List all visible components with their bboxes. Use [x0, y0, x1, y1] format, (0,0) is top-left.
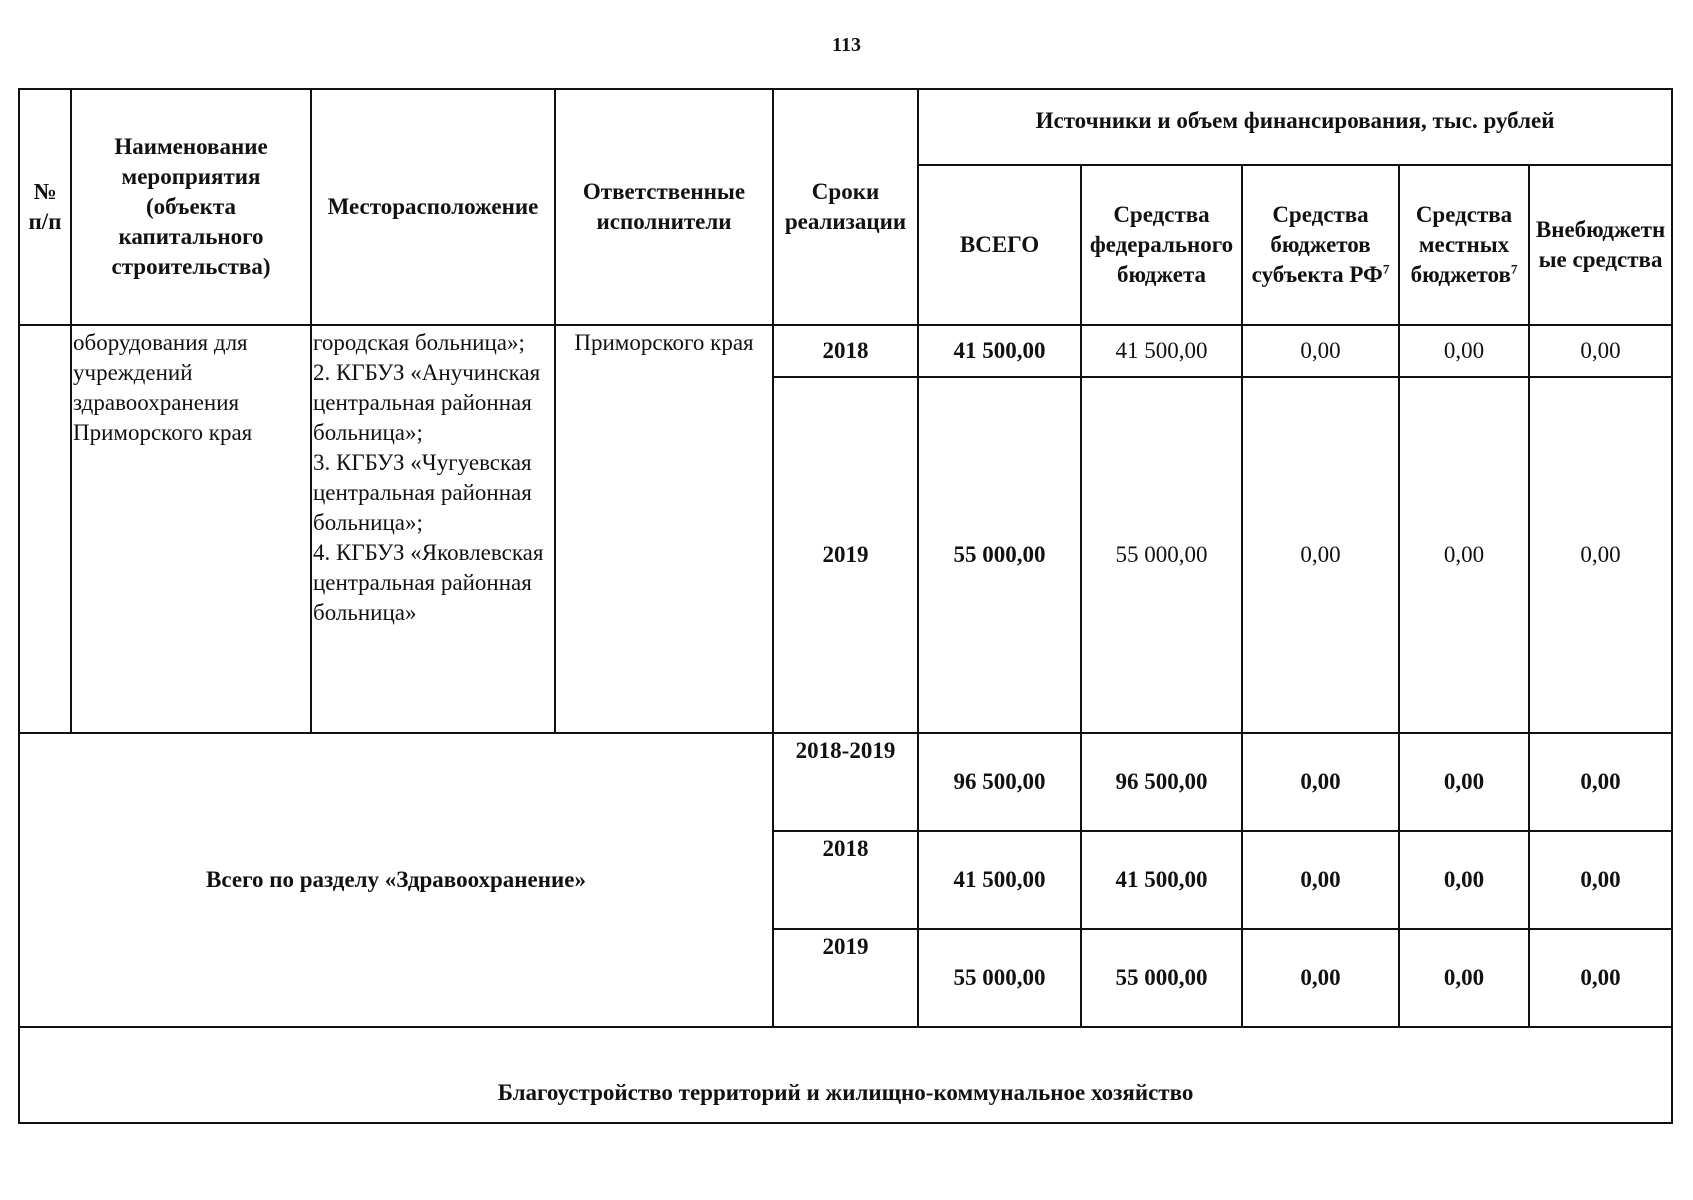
total-extra: 0,00 — [1529, 831, 1672, 929]
location-line: 4. КГБУЗ «Яковлевская центральная районная больница» — [313, 540, 544, 625]
total-sum: 41 500,00 — [918, 831, 1081, 929]
total-federal: 41 500,00 — [1081, 831, 1242, 929]
total-year: 2018-2019 — [773, 733, 918, 831]
row-total: 41 500,00 — [918, 325, 1081, 377]
total-local: 0,00 — [1399, 831, 1529, 929]
row-year: 2019 — [773, 377, 918, 733]
header-sources: Источники и объем финансирования, тыс. рублей — [918, 89, 1672, 165]
total-local: 0,00 — [1399, 929, 1529, 1027]
total-subject: 0,00 — [1242, 929, 1399, 1027]
total-extra: 0,00 — [1529, 929, 1672, 1027]
header-total: ВСЕГО — [918, 165, 1081, 325]
next-section-heading: Благоустройство территорий и жилищно-коммунальное хозяйство — [19, 1027, 1672, 1123]
total-sum: 55 000,00 — [918, 929, 1081, 1027]
row-local: 0,00 — [1399, 377, 1529, 733]
row-federal: 41 500,00 — [1081, 325, 1242, 377]
row-total: 55 000,00 — [918, 377, 1081, 733]
row-federal: 55 000,00 — [1081, 377, 1242, 733]
header-name: Наименование мероприятия (объекта капитального строительства) — [71, 89, 311, 325]
header-location: Месторасположение — [311, 89, 555, 325]
location-line: 2. КГБУЗ «Анучинская центральная районная больница»; — [313, 360, 541, 445]
header-executors: Ответственные исполнители — [555, 89, 773, 325]
location-line: городская больница»; — [313, 330, 525, 355]
header-federal: Средства федерального бюджета — [1081, 165, 1242, 325]
row-extra: 0,00 — [1529, 377, 1672, 733]
total-federal: 96 500,00 — [1081, 733, 1242, 831]
total-row — [19, 733, 1672, 831]
header-local-label: Средства местных бюджетов — [1410, 202, 1513, 287]
row-year: 2018 — [773, 325, 918, 377]
financing-table — [18, 88, 1673, 1124]
total-extra: 0,00 — [1529, 733, 1672, 831]
total-local: 0,00 — [1399, 733, 1529, 831]
section-heading-row — [19, 1027, 1672, 1123]
header-local-note: 7 — [1510, 261, 1518, 277]
item-num — [19, 325, 71, 733]
row-extra: 0,00 — [1529, 325, 1672, 377]
header-subject — [1242, 165, 1399, 325]
location-line: 3. КГБУЗ «Чугуевская центральная районная больница»; — [313, 450, 532, 535]
total-subject: 0,00 — [1242, 733, 1399, 831]
total-year: 2019 — [773, 929, 918, 1027]
header-extra: Внебюджетные средства — [1529, 165, 1672, 325]
header-num: № п/п — [19, 89, 71, 325]
table-row — [19, 325, 1672, 377]
total-sum: 96 500,00 — [918, 733, 1081, 831]
total-federal: 55 000,00 — [1081, 929, 1242, 1027]
item-name: оборудования для учреждений здравоохранения Приморского края — [71, 325, 311, 733]
row-subject: 0,00 — [1242, 325, 1399, 377]
page-number: 113 — [832, 34, 861, 56]
total-subject: 0,00 — [1242, 831, 1399, 929]
header-terms: Сроки реализации — [773, 89, 918, 325]
total-year: 2018 — [773, 831, 918, 929]
item-location — [311, 325, 555, 733]
section-total-label: Всего по разделу «Здравоохранение» — [19, 733, 773, 1027]
header-local — [1399, 165, 1529, 325]
header-subject-label: Средства бюджетов субъекта РФ — [1251, 202, 1383, 287]
row-local: 0,00 — [1399, 325, 1529, 377]
row-subject: 0,00 — [1242, 377, 1399, 733]
item-executors: Приморского края — [555, 325, 773, 733]
header-subject-note: 7 — [1382, 261, 1390, 277]
